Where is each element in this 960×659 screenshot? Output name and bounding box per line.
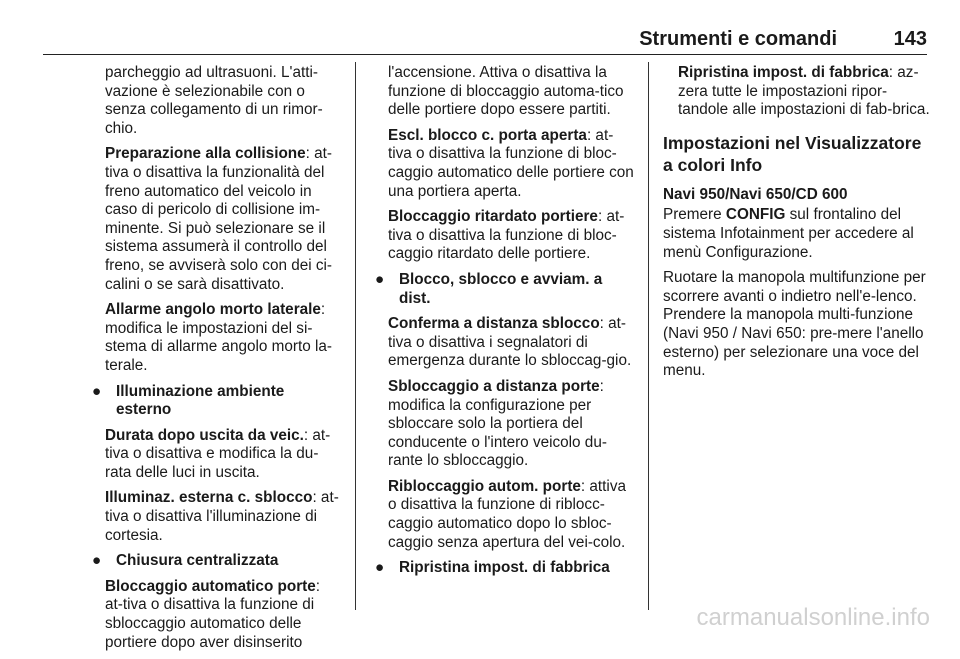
paragraph: l'accensione. Attiva o disattiva la funzione di bloccaggio automa-tico delle portiere dopo essere partiti. xyxy=(388,64,624,119)
option-term: Illuminaz. esterna c. sblocco xyxy=(105,489,313,507)
bullet-item xyxy=(373,559,635,578)
text-run: Premere xyxy=(663,206,726,224)
column-divider xyxy=(648,62,649,610)
option-description: : at-tiva o disattiva la funzione di bloc-caggio automatico delle portiere con una portiera aperta. xyxy=(388,126,634,200)
option-term: Conferma a distanza sblocco xyxy=(388,315,600,333)
bullet-item xyxy=(373,271,635,308)
paragraph xyxy=(373,208,635,264)
option-description: : at-tiva o disattiva e modifica la du-rata delle luci in uscita. xyxy=(105,426,331,481)
watermark: carmanualsonline.info xyxy=(696,604,930,631)
paragraph xyxy=(663,206,931,262)
button-name-term: CONFIG xyxy=(725,206,786,224)
bullet-item xyxy=(90,383,342,420)
paragraph xyxy=(663,64,931,120)
option-description: : at-tiva o disattiva l'illuminazione di cortesia. xyxy=(105,489,339,544)
bullet-label: Ripristina impost. di fabbrica xyxy=(399,559,610,577)
bullet-item xyxy=(90,552,342,571)
option-term: Durata dopo uscita da veic. xyxy=(105,426,304,444)
column-divider xyxy=(355,62,356,610)
paragraph xyxy=(90,489,342,545)
option-description: : modifica la configurazione per sbloccare solo la portiera del conducente o l'intero veicolo du-rante lo sbloccaggio. xyxy=(388,377,607,470)
column-3 xyxy=(663,64,931,388)
paragraph xyxy=(373,378,635,471)
page-header xyxy=(43,26,927,55)
bullet-icon: ● xyxy=(92,382,102,400)
bullet-label: Illuminazione ambiente esterno xyxy=(116,382,285,419)
option-description: : at-tiva o disattiva la funzionalità del freno automatico del veicolo in caso di pericolo di collisione im-minente. Si può selezionare se il sistema assumerà il controllo del freno, se avviserà solo con dei ci-calini o se sarà disattivato. xyxy=(105,145,333,293)
option-term: Bloccaggio ritardato portiere xyxy=(388,208,598,226)
bullet-label: Chiusura centralizzata xyxy=(116,552,279,570)
page-number: 143 xyxy=(893,28,927,50)
option-description: : at-tiva o disattiva i segnalatori di emergenza durante lo sbloccag-gio. xyxy=(388,315,632,370)
paragraph xyxy=(90,578,342,652)
subsection-heading: Navi 950/Navi 650/CD 600 xyxy=(663,185,848,203)
option-term: Bloccaggio automatico porte xyxy=(105,577,316,595)
option-term: Ripristina impost. di fabbrica xyxy=(678,64,889,81)
bullet-icon: ● xyxy=(375,270,385,288)
column-2 xyxy=(373,64,635,585)
bullet-icon: ● xyxy=(92,552,102,570)
paragraph xyxy=(90,145,342,294)
option-term: Preparazione alla collisione xyxy=(105,145,306,163)
paragraph xyxy=(373,478,635,552)
text-run: sul frontalino del sistema Infotainment per accedere al menù Configurazione. xyxy=(663,206,914,261)
option-term: Escl. blocco c. porta aperta xyxy=(388,126,587,144)
section-title: Strumenti e comandi xyxy=(639,28,837,50)
option-description: : at-tiva o disattiva la funzione di sbloccaggio automatico delle portiere dopo aver disinserito xyxy=(105,577,321,651)
option-description: : at-tiva o disattiva la funzione di bloc-caggio ritardato delle portiere. xyxy=(388,208,625,263)
column-1 xyxy=(90,64,342,659)
option-description: : az-zera tutte le impostazioni ripor-tandole alle impostazioni di fab-brica. xyxy=(678,64,930,119)
paragraph xyxy=(90,427,342,483)
bullet-label: Blocco, sblocco e avviam. a dist. xyxy=(399,270,603,307)
paragraph xyxy=(90,301,342,375)
option-term: Ribloccaggio autom. porte xyxy=(388,477,581,495)
paragraph: Ruotare la manopola multifunzione per scorrere avanti o indietro nell'e-lenco. Prendere la manopola multi-funzione (Navi 950 / Navi 650: pre-mere l'anello esterno) per selezionare una voce del menu. xyxy=(663,269,926,380)
option-description: : modifica le impostazioni del si-stema di allarme angolo morto la-terale. xyxy=(105,301,333,374)
paragraph xyxy=(373,127,635,201)
option-description: : attiva o disattiva la funzione di riblocc-caggio automatico dopo lo sbloc-caggio senza apertura del vei-colo. xyxy=(388,477,626,551)
bullet-icon: ● xyxy=(375,559,385,577)
section-heading: Impostazioni nel Visualizzatore a colori Info xyxy=(663,132,922,175)
paragraph xyxy=(373,315,635,371)
paragraph: parcheggio ad ultrasuoni. L'atti-vazione è selezionabile con o senza collegamento di un rimor-chio. xyxy=(105,64,323,137)
option-term: Sbloccaggio a distanza porte xyxy=(388,377,600,395)
option-term: Allarme angolo morto laterale xyxy=(105,301,321,319)
